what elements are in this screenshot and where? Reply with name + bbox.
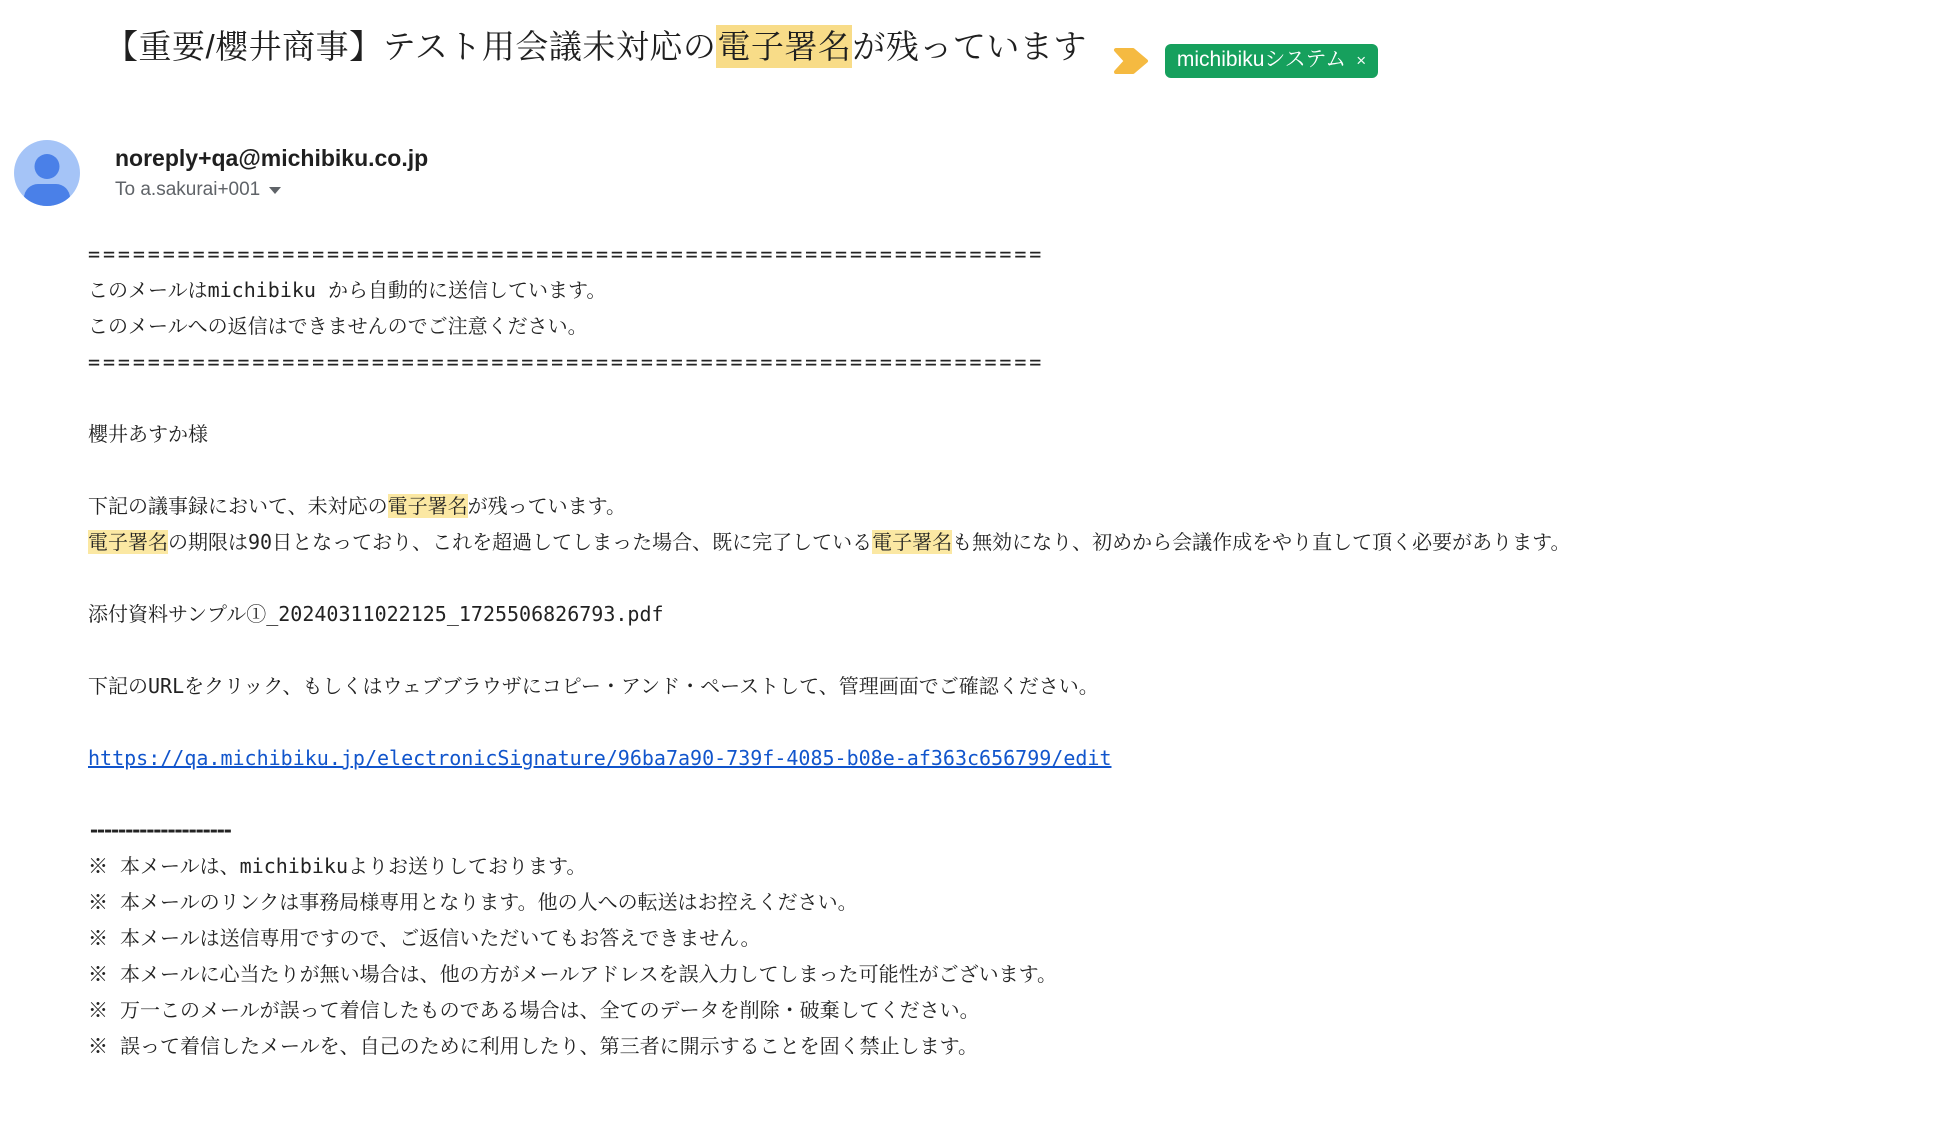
body-line [88, 704, 1950, 740]
text-segment: このメールへの返信はできませんのでご注意ください。 [88, 314, 588, 338]
body-line [88, 1028, 1950, 1064]
text-segment: 下記のURLをクリック、もしくはウェブブラウザにコピー・アンド・ペーストして、管理画面でご確認ください。 [88, 674, 1099, 698]
body-line [88, 380, 1950, 416]
body-line [88, 452, 1950, 488]
sender-email: noreply+qa@michibiku.co.jp [115, 145, 429, 171]
text-segment: ================================================================ [88, 242, 1045, 266]
sender-meta [115, 140, 428, 206]
body-line [88, 848, 1950, 884]
text-segment: 櫻井あすか様 [88, 422, 208, 446]
text-segment: ※ 本メールのリンクは事務局様専用となります。他の人への転送はお控えください。 [88, 890, 858, 914]
person-icon [35, 154, 60, 179]
text-segment: 添付資料サンプル①_20240311022125_1725506826793.pdf [88, 602, 664, 626]
body-line [88, 632, 1950, 668]
sender-avatar[interactable] [14, 140, 80, 206]
separator-line [88, 344, 1950, 380]
divider-line [88, 812, 1950, 848]
highlighted-term: 電子署名 [716, 25, 852, 68]
recipient-name-line [88, 416, 1950, 452]
body-line [88, 776, 1950, 812]
body-line [88, 524, 1950, 560]
highlighted-term: 電子署名 [88, 530, 168, 554]
text-segment: このメールはmichibiku から自動的に送信しています。 [88, 278, 607, 302]
subject-row [105, 24, 1950, 80]
highlighted-term: 電子署名 [387, 494, 468, 518]
recipient-text: To a.sakurai+001 [115, 179, 261, 200]
body-line [88, 884, 1950, 920]
body-line [88, 956, 1950, 992]
body-line [88, 920, 1950, 956]
highlighted-term: 電子署名 [872, 530, 953, 554]
chevron-down-icon [269, 187, 281, 194]
body-line [88, 992, 1950, 1028]
link-line [88, 740, 1950, 776]
text-segment: ※ 誤って着信したメールを、自己のために利用したり、第三者に開示することを固く禁止します。 [88, 1034, 979, 1058]
text-segment: ※ 本メールに心当たりが無い場合は、他の方がメールアドレスを誤入力してしまった可能性がございます。 [88, 962, 1058, 986]
body-line [88, 308, 1950, 344]
text-segment: が残っています。 [467, 494, 627, 518]
text-segment: ※ 本メールは送信専用ですので、ご返信いただいてもお答えできません。 [88, 926, 761, 950]
person-icon [24, 184, 70, 206]
body-line [88, 668, 1950, 704]
body-line [88, 488, 1950, 524]
text-segment: が残っています [852, 28, 1087, 65]
text-segment: -------------------- [88, 818, 229, 842]
body-line [88, 560, 1950, 596]
email-subject [105, 24, 1087, 70]
label-michibiku-system[interactable] [1165, 44, 1378, 78]
text-segment: 下記の議事録において、未対応の [88, 494, 388, 518]
text-segment: の期限は90日となっており、これを超過してしまった場合、既に完了している [168, 530, 873, 554]
text-segment: ※ 本メールは、michibikuよりお送りしております。 [88, 854, 587, 878]
label-remove-button[interactable]: × [1356, 50, 1367, 70]
important-marker-icon [1113, 47, 1149, 80]
attachment-filename [88, 596, 1950, 632]
text-segment: ※ 万一このメールが誤って着信したものである場合は、全てのデータを削除・破棄してください。 [88, 998, 980, 1022]
sender-row [14, 140, 1950, 206]
separator-line [88, 236, 1950, 272]
email-body [88, 236, 1950, 1064]
body-line [88, 272, 1950, 308]
text-segment: も無効になり、初めから会議作成をやり直して頂く必要があります。 [952, 530, 1571, 554]
text-segment: ================================================================ [88, 350, 1045, 374]
label-text: michibikuシステム [1176, 48, 1347, 71]
recipient-dropdown[interactable] [115, 179, 281, 201]
signature-edit-link[interactable]: https://qa.michibiku.jp/electronicSignature/96ba7a90-739f-4085-b08e-af363c656799/edit [88, 746, 1112, 770]
text-segment: 【重要/櫻井商事】テスト用会議未対応の [105, 28, 717, 65]
